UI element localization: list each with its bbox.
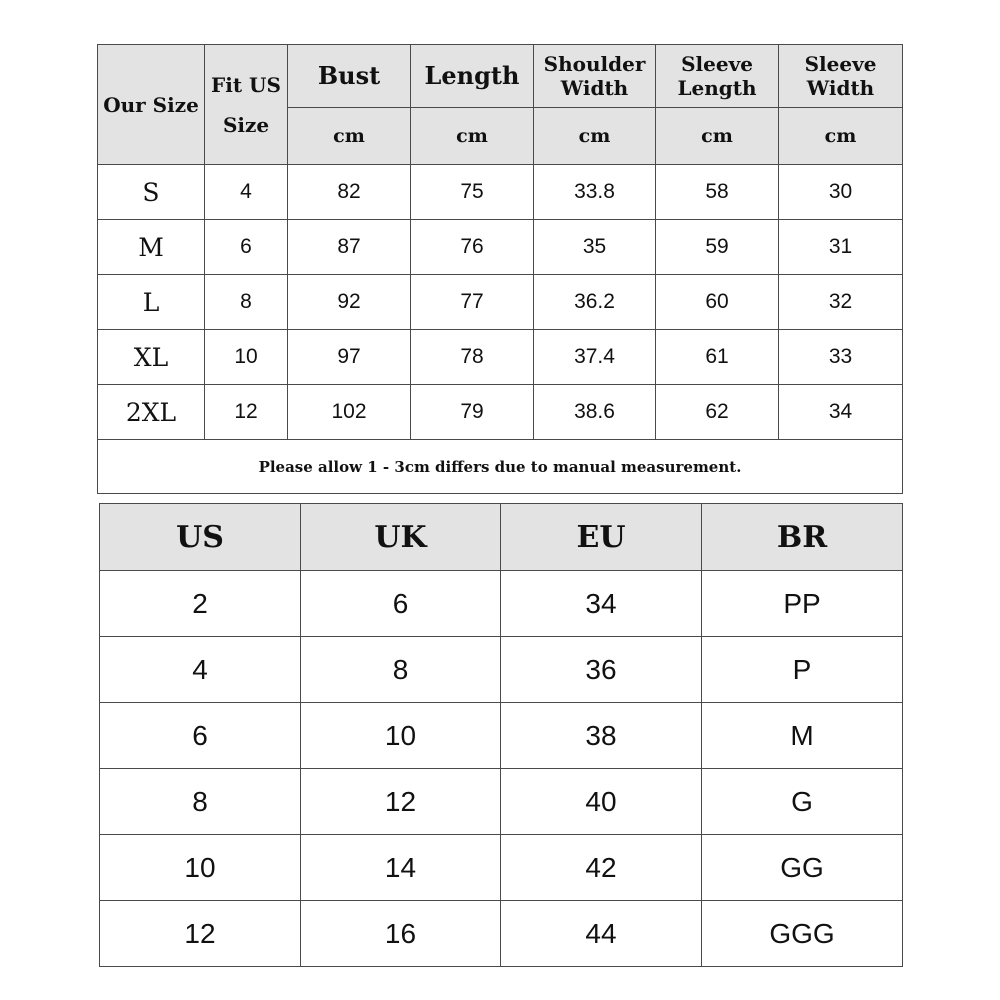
us-cell: 10 [100,835,301,901]
length-cell: 77 [411,275,534,330]
eu-cell: 42 [501,835,702,901]
size-cell: L [98,275,205,330]
br-cell: PP [702,571,903,637]
note-row [98,440,903,494]
shoulder-cell: 35 [534,220,656,275]
header-length: Length [411,45,534,108]
eu-cell: 40 [501,769,702,835]
us-cell: 12 [100,901,301,967]
header-sleeve-width-line2: Width [806,76,875,100]
header-bust: Bust [288,45,411,108]
size-cell: S [98,165,205,220]
header-shoulder-line2: Width [560,76,629,100]
table-row [100,637,903,703]
bust-cell: 87 [288,220,411,275]
header-sleeve-length [656,45,779,108]
header-fit-us-size [205,45,288,165]
br-cell: GGG [702,901,903,967]
sleeve-width-cell: 34 [779,385,903,440]
uk-cell: 10 [301,703,501,769]
unit-cm: cm [656,108,779,165]
size-conversion-table [99,503,903,967]
header-shoulder-width [534,45,656,108]
length-cell: 78 [411,330,534,385]
header-sleeve-length-line2: Length [677,76,757,100]
unit-cm: cm [288,108,411,165]
table-row [100,703,903,769]
us-cell: 6 [100,703,301,769]
sleeve-length-cell: 58 [656,165,779,220]
br-cell: M [702,703,903,769]
fit-us-cell: 4 [205,165,288,220]
uk-cell: 12 [301,769,501,835]
length-cell: 76 [411,220,534,275]
size-cell: 2XL [98,385,205,440]
header-uk: UK [301,504,501,571]
table-row [100,835,903,901]
table-row [98,275,903,330]
br-cell: GG [702,835,903,901]
measurement-note: Please allow 1 - 3cm differs due to manual measurement. [98,440,903,494]
table-row [100,571,903,637]
uk-cell: 14 [301,835,501,901]
eu-cell: 34 [501,571,702,637]
table-row [100,901,903,967]
shoulder-cell: 33.8 [534,165,656,220]
header-sleeve-width [779,45,903,108]
table-row [98,220,903,275]
unit-cm: cm [411,108,534,165]
bust-cell: 97 [288,330,411,385]
us-cell: 8 [100,769,301,835]
unit-cm: cm [534,108,656,165]
fit-us-cell: 6 [205,220,288,275]
uk-cell: 16 [301,901,501,967]
size-measurement-table [97,44,903,494]
header-eu: EU [501,504,702,571]
sleeve-length-cell: 59 [656,220,779,275]
table-row [98,330,903,385]
shoulder-cell: 37.4 [534,330,656,385]
table-row [98,385,903,440]
fit-us-cell: 10 [205,330,288,385]
size-cell: M [98,220,205,275]
length-cell: 79 [411,385,534,440]
unit-cm: cm [779,108,903,165]
sleeve-length-cell: 60 [656,275,779,330]
sleeve-width-cell: 32 [779,275,903,330]
br-cell: G [702,769,903,835]
size-cell: XL [98,330,205,385]
header-sleeve-length-line1: Sleeve [681,52,753,76]
shoulder-cell: 38.6 [534,385,656,440]
eu-cell: 38 [501,703,702,769]
header-sleeve-width-line1: Sleeve [804,52,877,76]
header-br: BR [702,504,903,571]
table-row [98,165,903,220]
header-our-size: Our Size [98,45,205,165]
bust-cell: 102 [288,385,411,440]
eu-cell: 36 [501,637,702,703]
uk-cell: 8 [301,637,501,703]
fit-us-cell: 12 [205,385,288,440]
uk-cell: 6 [301,571,501,637]
us-cell: 2 [100,571,301,637]
sleeve-width-cell: 31 [779,220,903,275]
sleeve-width-cell: 30 [779,165,903,220]
header-us: US [100,504,301,571]
us-cell: 4 [100,637,301,703]
shoulder-cell: 36.2 [534,275,656,330]
bust-cell: 92 [288,275,411,330]
eu-cell: 44 [501,901,702,967]
table-row [100,769,903,835]
header-shoulder-line1: Shoulder [543,52,646,76]
header-fit-us-line1: Fit US [211,72,281,97]
length-cell: 75 [411,165,534,220]
header-fit-us-line2: Size [222,112,270,137]
br-cell: P [702,637,903,703]
bust-cell: 82 [288,165,411,220]
sleeve-length-cell: 61 [656,330,779,385]
sleeve-length-cell: 62 [656,385,779,440]
fit-us-cell: 8 [205,275,288,330]
sleeve-width-cell: 33 [779,330,903,385]
